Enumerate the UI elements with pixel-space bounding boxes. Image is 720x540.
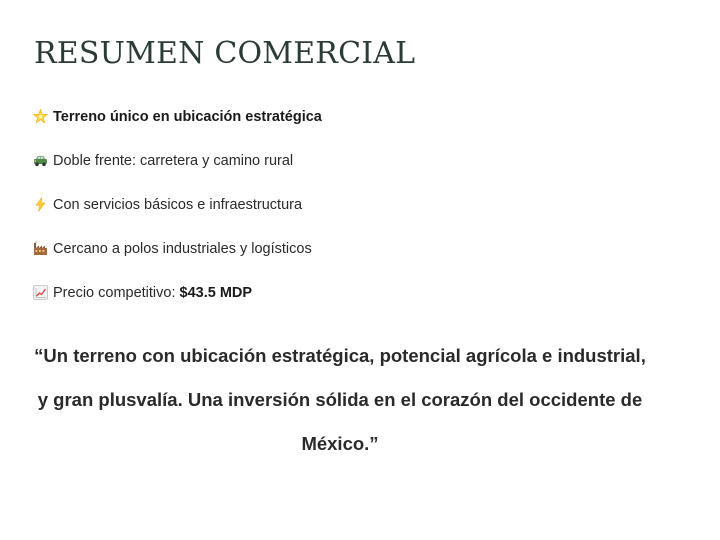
list-item-text: Con servicios básicos e infraestructura [53, 197, 303, 213]
chart-increasing-icon [33, 285, 48, 300]
list-item [33, 194, 322, 238]
closing-quote: “Un terreno con ubicación estratégica, potencial agrícola e industrial, y gran plusvalía. Una inversión sólida en el corazón del occidente de México.” [34, 345, 646, 454]
list-item [33, 238, 322, 282]
page-title: RESUMEN COMERCIAL [34, 36, 416, 71]
list-item-text [53, 282, 252, 304]
lightning-icon [33, 197, 48, 212]
car-icon [33, 153, 48, 168]
list-item-text: Cercano a polos industriales y logísticos [53, 241, 312, 257]
price-value: $43.5 MDP [179, 285, 253, 301]
price-label: Precio competitivo: [53, 285, 180, 301]
list-item [33, 106, 322, 150]
list-item [33, 282, 322, 326]
list-item-text: Terreno único en ubicación estratégica [53, 109, 322, 125]
list-item [33, 150, 322, 194]
feature-list [33, 106, 322, 326]
list-item-text: Doble frente: carretera y camino rural [53, 153, 294, 169]
factory-icon [33, 241, 48, 256]
sparkle-icon [33, 109, 48, 124]
